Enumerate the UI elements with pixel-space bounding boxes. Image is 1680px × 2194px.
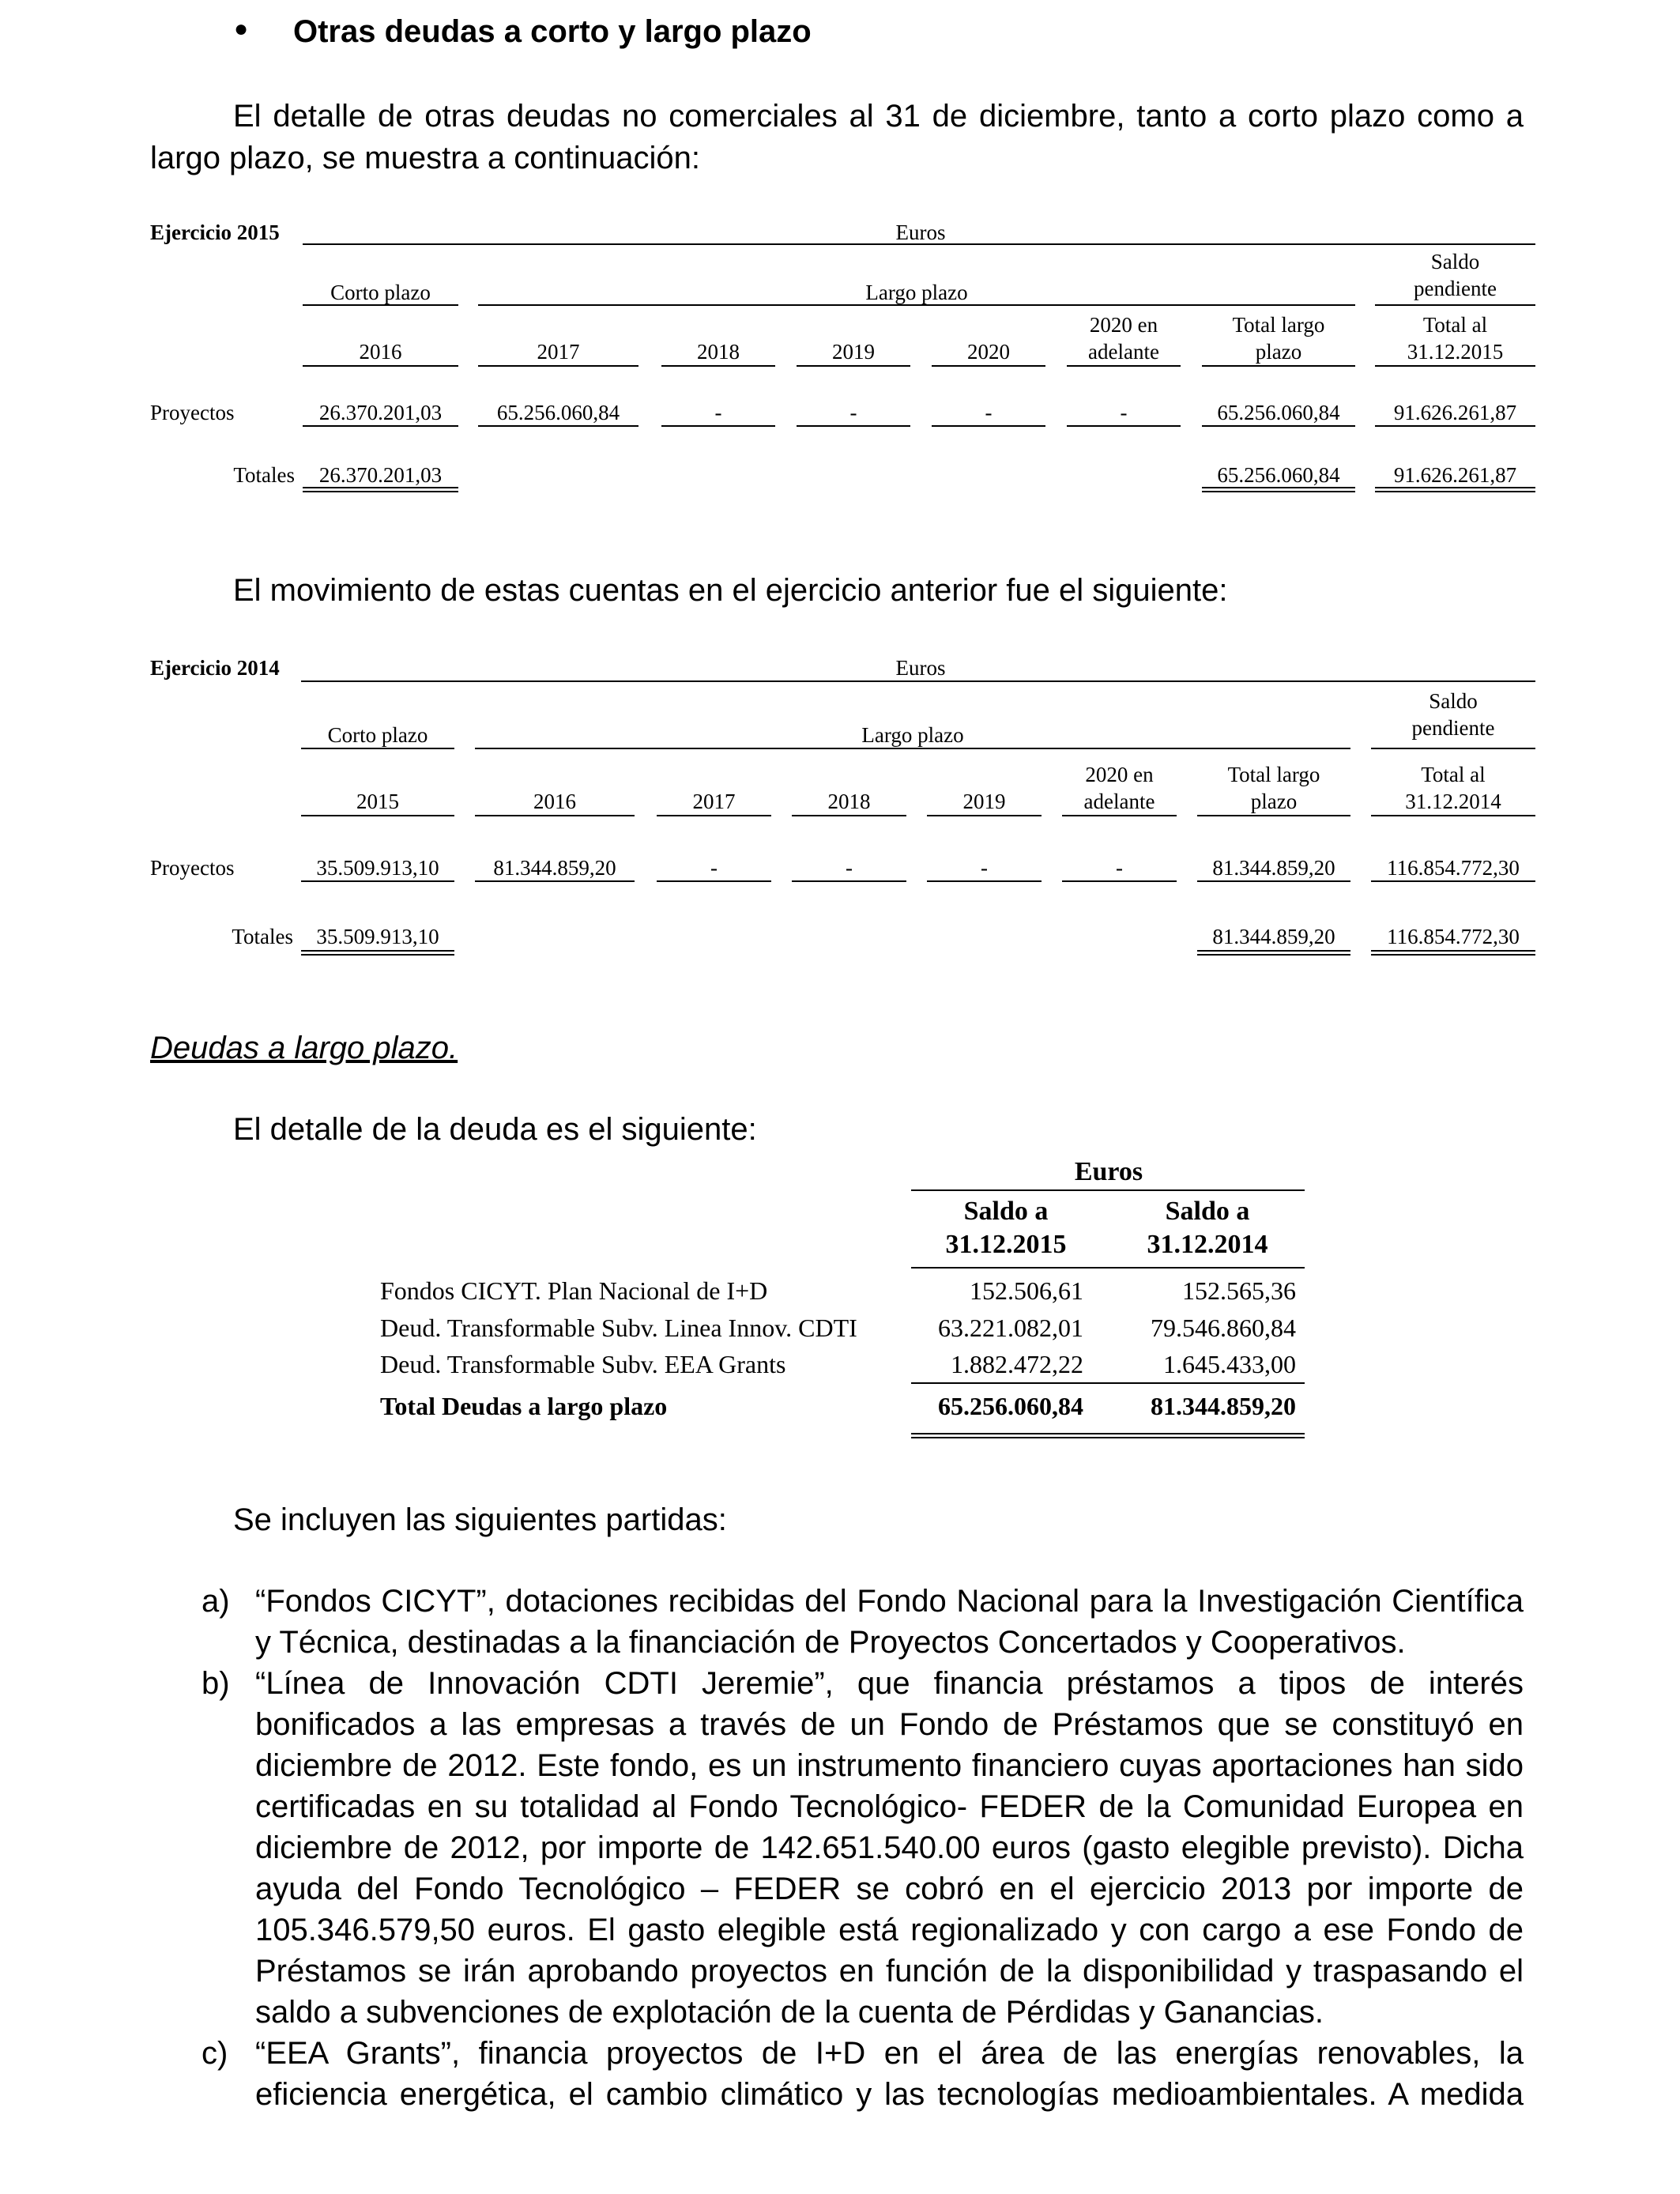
cell: 35.509.913,10 xyxy=(316,856,439,880)
bullet: ● xyxy=(234,16,249,42)
list-b-line: ayuda del Fondo Tecnológico – FEDER se cobró en el ejercicio 2013 por importe de xyxy=(255,1872,1524,1906)
rule xyxy=(475,880,635,882)
rule xyxy=(797,425,910,427)
col-header: 2016 xyxy=(533,790,576,813)
lt-col-header: 31.12.2015 xyxy=(945,1230,1067,1259)
col-header: 2020 en xyxy=(1085,763,1154,786)
lt-cell: 152.506,61 xyxy=(970,1276,1083,1305)
total-cell: 91.626.261,87 xyxy=(1393,463,1517,487)
rule xyxy=(911,1382,1305,1384)
cell: - xyxy=(981,856,988,880)
table-2014-label: Ejercicio 2014 xyxy=(150,656,280,680)
rule xyxy=(1067,425,1181,427)
rule xyxy=(303,304,458,306)
col-header: 2017 xyxy=(537,340,580,364)
rule xyxy=(1375,365,1535,367)
col-header: 2018 xyxy=(827,790,871,813)
rule xyxy=(1202,365,1355,367)
lt-cell: 1.645.433,00 xyxy=(1163,1350,1296,1378)
lt-heading: Deudas a largo plazo. xyxy=(150,1031,458,1065)
lt-row-label: Deud. Transformable Subv. EEA Grants xyxy=(380,1350,786,1378)
cell: 91.626.261,87 xyxy=(1393,401,1517,424)
rule xyxy=(475,815,635,816)
list-c-line: “EEA Grants”, financia proyectos de I+D en el área de las energías renovables, la xyxy=(255,2036,1524,2071)
lt-total-cell: 81.344.859,20 xyxy=(1151,1392,1296,1420)
lt-intro: El detalle de la deuda es el siguiente: xyxy=(233,1112,757,1147)
rule xyxy=(927,880,1042,882)
col-header: 2020 xyxy=(967,340,1010,364)
rule xyxy=(1375,304,1535,306)
cell: - xyxy=(849,401,857,424)
list-b-line: certificadas en su totalidad al Fondo Tecnológico- FEDER de la Comunidad Europea en xyxy=(255,1789,1524,1824)
total-cell: 81.344.859,20 xyxy=(1212,925,1335,948)
table-2015-label: Ejercicio 2015 xyxy=(150,221,280,244)
list-a-line: “Fondos CICYT”, dotaciones recibidas del Fondo Nacional para la Investigación Científica xyxy=(255,1584,1524,1619)
rule xyxy=(1371,880,1535,882)
saldo-header-2: pendiente xyxy=(1414,277,1497,300)
rule xyxy=(1067,365,1181,367)
col-header: 2017 xyxy=(692,790,736,813)
cell: 26.370.201,03 xyxy=(318,401,443,424)
lt-cell: 79.546.860,84 xyxy=(1151,1314,1296,1342)
cell: - xyxy=(846,856,853,880)
rule xyxy=(911,1267,1305,1269)
rule xyxy=(792,880,906,882)
cell: - xyxy=(985,401,993,424)
col-header: Total largo xyxy=(1232,313,1325,337)
cell: 65.256.060,84 xyxy=(1217,401,1340,424)
col-header: plazo xyxy=(1250,790,1298,813)
col-header: 2018 xyxy=(697,340,740,364)
rule xyxy=(927,815,1042,816)
total-cell: 26.370.201,03 xyxy=(318,463,443,487)
list-b-line: diciembre de 2012, por importe de 142.651.540.00 euros (gasto elegible previsto). Dicha xyxy=(255,1830,1524,1865)
col-header: 31.12.2014 xyxy=(1405,790,1501,813)
rule xyxy=(303,243,1535,245)
list-marker-b: b) xyxy=(202,1666,230,1701)
list-a-line: y Técnica, destinadas a la financiación de Proyectos Concertados y Cooperativos. xyxy=(255,1625,1406,1660)
rule xyxy=(932,425,1045,427)
list-b-line: “Línea de Innovación CDTI Jeremie”, que financia préstamos a tipos de interés xyxy=(255,1666,1524,1701)
list-marker-a: a) xyxy=(202,1584,230,1619)
intro-line-2: largo plazo, se muestra a continuación: xyxy=(150,141,700,175)
double-rule xyxy=(911,1433,1305,1438)
largo-plazo-header: Largo plazo xyxy=(865,281,968,304)
rule xyxy=(303,365,458,367)
rule xyxy=(478,425,638,427)
rule xyxy=(1375,425,1535,427)
rule xyxy=(1371,815,1535,816)
corto-plazo-header: Corto plazo xyxy=(330,281,431,304)
rule xyxy=(911,1189,1305,1191)
lt-row-label: Fondos CICYT. Plan Nacional de I+D xyxy=(380,1276,768,1305)
lt-total-cell: 65.256.060,84 xyxy=(938,1392,1083,1420)
cell: 65.256.060,84 xyxy=(496,401,620,424)
table-2015-currency: Euros xyxy=(895,221,946,244)
rule xyxy=(792,815,906,816)
cell: - xyxy=(714,401,722,424)
double-rule xyxy=(1202,487,1355,492)
double-rule xyxy=(301,950,454,956)
rule xyxy=(301,680,1535,682)
list-b-line: saldo a subvenciones de explotación de la cuenta de Pérdidas y Ganancias. xyxy=(255,1995,1324,2030)
col-header: 2019 xyxy=(832,340,875,364)
col-header: plazo xyxy=(1255,340,1302,364)
col-header: adelante xyxy=(1083,790,1155,813)
rule xyxy=(797,365,910,367)
lt-total-label: Total Deudas a largo plazo xyxy=(380,1392,668,1420)
cell: 116.854.772,30 xyxy=(1387,856,1520,880)
total-cell: 35.509.913,10 xyxy=(316,925,439,948)
col-header: 2019 xyxy=(962,790,1006,813)
double-rule xyxy=(1371,950,1535,956)
double-rule xyxy=(1197,950,1350,956)
col-header: 31.12.2015 xyxy=(1407,340,1504,364)
corto-plazo-header: Corto plazo xyxy=(327,723,428,747)
rule xyxy=(1062,880,1177,882)
row-label: Proyectos xyxy=(150,401,235,424)
col-header: Total largo xyxy=(1227,763,1320,786)
table-2014-currency: Euros xyxy=(895,656,946,680)
saldo-header-1: Saldo xyxy=(1429,689,1478,713)
lt-currency: Euros xyxy=(1074,1157,1143,1186)
double-rule xyxy=(303,487,458,492)
col-header: 2016 xyxy=(359,340,402,364)
rule xyxy=(1197,880,1350,882)
rule xyxy=(661,365,775,367)
double-rule xyxy=(1375,487,1535,492)
col-header: Total al xyxy=(1422,313,1488,337)
lt-cell: 1.882.472,22 xyxy=(951,1350,1083,1378)
totals-label: Totales xyxy=(233,463,295,487)
rule xyxy=(301,815,454,816)
partidas-intro: Se incluyen las siguientes partidas: xyxy=(233,1502,727,1537)
lt-row-label: Deud. Transformable Subv. Linea Innov. CDTI xyxy=(380,1314,857,1342)
total-cell: 116.854.772,30 xyxy=(1387,925,1520,948)
lt-col-header: Saldo a xyxy=(1165,1197,1250,1226)
section-title: Otras deudas a corto y largo plazo xyxy=(293,14,812,49)
movement-text: El movimiento de estas cuentas en el ejercicio anterior fue el siguiente: xyxy=(233,573,1228,608)
list-c-line: eficiencia energética, el cambio climático y las tecnologías medioambientales. A medida xyxy=(255,2077,1524,2112)
rule xyxy=(301,880,454,882)
col-header: adelante xyxy=(1088,340,1159,364)
rule xyxy=(478,365,638,367)
rule xyxy=(478,304,1355,306)
totals-label: Totales xyxy=(232,925,293,948)
cell: 81.344.859,20 xyxy=(1212,856,1335,880)
cell: 81.344.859,20 xyxy=(493,856,616,880)
col-header: 2015 xyxy=(356,790,399,813)
cell: - xyxy=(1116,856,1123,880)
rule xyxy=(475,748,1350,749)
lt-cell: 63.221.082,01 xyxy=(938,1314,1083,1342)
rule xyxy=(1371,748,1535,749)
rule xyxy=(1062,815,1177,816)
largo-plazo-header: Largo plazo xyxy=(861,723,964,747)
rule xyxy=(1197,815,1350,816)
list-b-line: 105.346.579,50 euros. El gasto elegible está regionalizado y con cargo a ese Fondo de xyxy=(255,1913,1524,1947)
lt-cell: 152.565,36 xyxy=(1182,1276,1296,1305)
cell: - xyxy=(1120,401,1128,424)
lt-col-header: Saldo a xyxy=(963,1197,1049,1226)
rule xyxy=(301,748,454,749)
col-header: 2020 en xyxy=(1089,313,1158,337)
lt-col-header: 31.12.2014 xyxy=(1147,1230,1268,1259)
cell: - xyxy=(710,856,718,880)
saldo-header-2: pendiente xyxy=(1411,716,1495,740)
rule xyxy=(303,425,458,427)
list-marker-c: c) xyxy=(202,2036,228,2071)
list-b-line: Préstamos se irán aprobando proyectos en función de la disponibilidad y traspasando el xyxy=(255,1954,1524,1989)
list-b-line: diciembre de 2012. Este fondo, es un instrumento financiero cuyas aportaciones han sido xyxy=(255,1748,1524,1783)
col-header: Total al xyxy=(1421,763,1486,786)
intro-line-1: El detalle de otras deudas no comerciales al 31 de diciembre, tanto a corto plazo como a xyxy=(233,99,1524,134)
total-cell: 65.256.060,84 xyxy=(1217,463,1340,487)
row-label: Proyectos xyxy=(150,856,235,880)
saldo-header-1: Saldo xyxy=(1430,250,1480,273)
rule xyxy=(657,815,771,816)
list-b-line: bonificados a las empresas a través de un Fondo de Préstamos que se constituyó en xyxy=(255,1707,1524,1742)
rule xyxy=(661,425,775,427)
rule xyxy=(1202,425,1355,427)
rule xyxy=(657,880,771,882)
rule xyxy=(932,365,1045,367)
